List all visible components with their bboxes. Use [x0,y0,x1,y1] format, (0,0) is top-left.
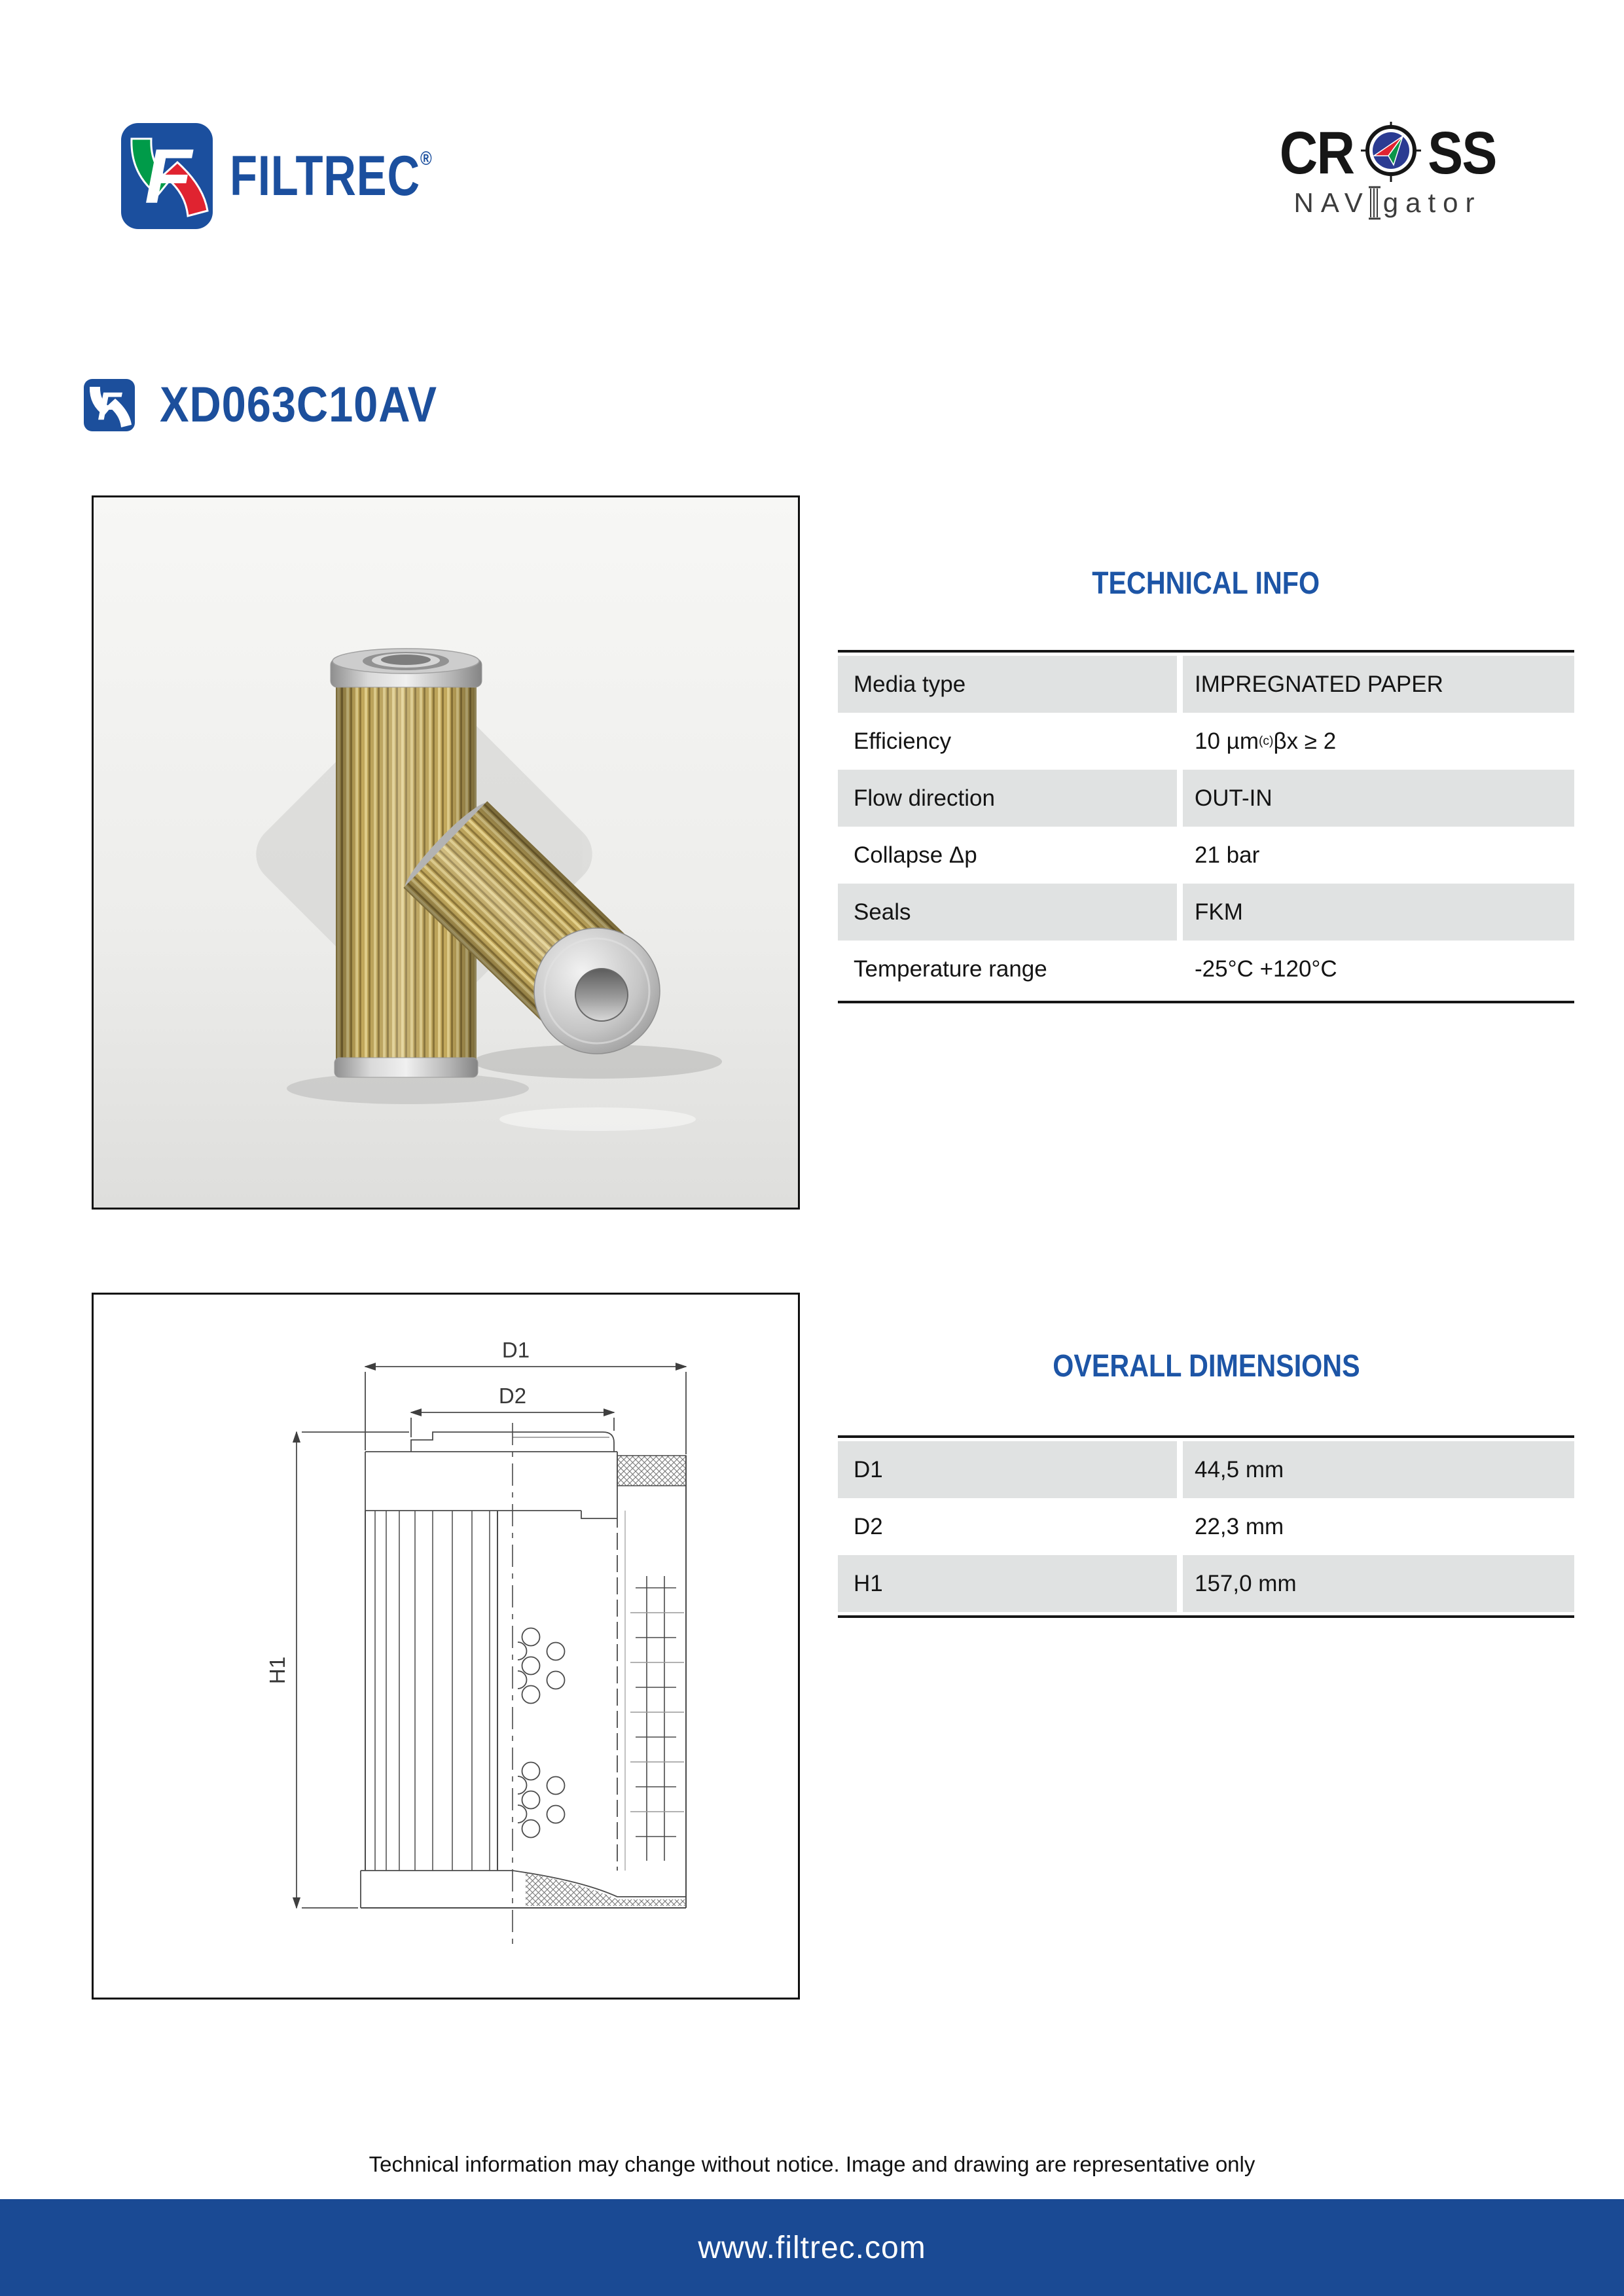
filtrec-logo-mark-icon [121,123,213,229]
cross-navigator-line2 [1247,186,1528,220]
spec-value: FKM [1183,884,1574,941]
spec-label: Temperature range [838,941,1177,997]
spec-value: 10 µm (c) βx ≥ 2 [1183,713,1574,770]
spec-row [838,656,1574,713]
svg-text:F: F [145,134,192,220]
spec-value: IMPREGNATED PAPER [1183,656,1574,713]
spec-row [838,827,1574,884]
cross-navigator-logo [1247,119,1528,220]
spec-row [838,1555,1574,1612]
compass-icon [1360,122,1422,185]
column-gutter [1177,1498,1183,1555]
spec-label: Flow direction [838,770,1177,827]
technical-info-title: TECHNICAL INFO [1092,566,1320,601]
cross-navigator-line1 [1247,119,1528,187]
filtrec-wordmark: FILTREC® [230,144,433,207]
column-gutter [1177,1441,1183,1498]
spec-value: 21 bar [1183,827,1574,884]
spec-label: H1 [838,1555,1177,1612]
gator-text: gator [1382,187,1482,218]
column-gutter [1177,656,1183,713]
filtrec-f-badge-icon [84,379,135,431]
spec-row [838,713,1574,770]
technical-info-table [838,650,1574,1003]
product-photo-render [94,497,798,1208]
column-gutter [1177,941,1183,997]
spec-row [838,1441,1574,1498]
spec-value: 157,0 mm [1183,1555,1574,1612]
overall-dimensions-table [838,1435,1574,1618]
column-gutter [1177,884,1183,941]
column-gutter [1177,770,1183,827]
filter-element-endcap [534,928,660,1054]
spec-row [838,941,1574,997]
disclaimer-text: Technical information may change without notice. Image and drawing are representative only [369,2152,1255,2176]
filtrec-logo [121,123,483,229]
overall-dimensions-title: OVERALL DIMENSIONS [1052,1349,1360,1384]
footer-bar [0,2199,1624,2296]
product-code: XD063C10AV [160,377,437,433]
website-link[interactable]: www.filtrec.com [698,2230,926,2265]
drawing-label-d1: D1 [501,1338,530,1362]
spec-value: OUT-IN [1183,770,1574,827]
spec-label: D2 [838,1498,1177,1555]
dimensional-drawing-svg [94,1295,798,1998]
spec-label: Collapse Δp [838,827,1177,884]
column-gutter [1177,713,1183,770]
spec-value: 22,3 mm [1183,1498,1574,1555]
spec-label: Media type [838,656,1177,713]
drawing-label-d2: D2 [498,1384,527,1408]
drawing-label-h1: H1 [265,1656,289,1685]
column-gutter [1177,827,1183,884]
product-title [84,376,475,433]
spec-row [838,884,1574,941]
cross-text-right: SS [1428,119,1496,187]
registered-mark: ® [420,147,433,170]
spec-label: Seals [838,884,1177,941]
spec-value: -25°C +120°C [1183,941,1574,997]
spec-row [838,770,1574,827]
nav-text: NAV [1293,187,1370,218]
product-photo [92,495,800,1210]
dimensional-drawing [92,1293,800,2000]
spec-label: D1 [838,1441,1177,1498]
spec-value: 44,5 mm [1183,1441,1574,1498]
spec-row [838,1498,1574,1555]
column-i-icon [1367,186,1382,220]
cross-text-left: CR [1279,119,1354,187]
svg-text:F: F [98,384,122,428]
column-gutter [1177,1555,1183,1612]
spec-label: Efficiency [838,713,1177,770]
